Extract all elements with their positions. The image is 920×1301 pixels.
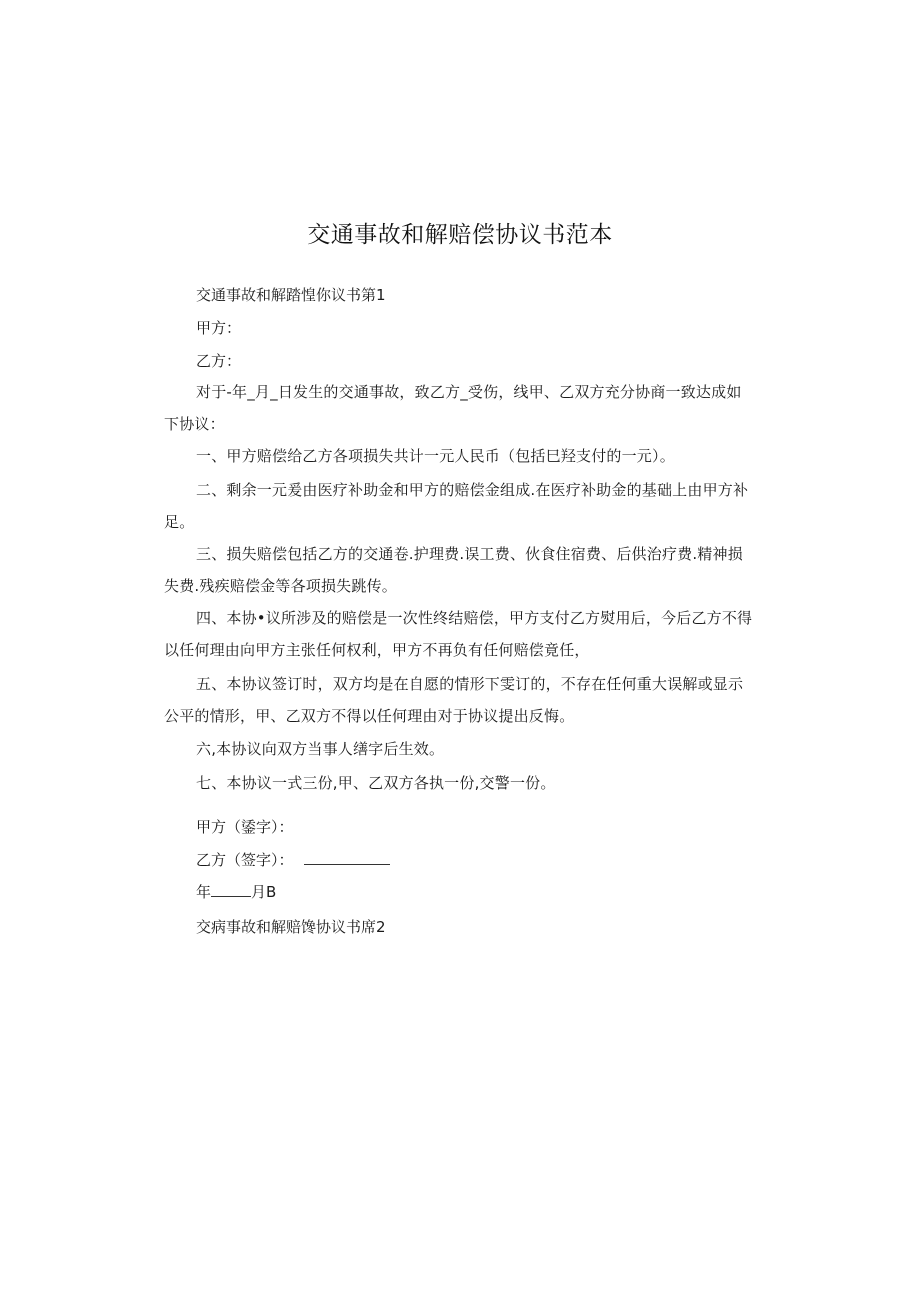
date-row [196,882,276,902]
date-month-day-label: 月B [251,883,277,901]
signature-a-label: 甲方（鋈字）： [196,818,294,836]
document-title: 交通事故和解赔偿协议书范本 [307,222,613,248]
agreement-heading-2: 交病事故和解赔馋协议书席2 [196,918,386,936]
signature-b-blank [304,852,390,865]
party-a-label: 甲方： [196,319,242,337]
clause-4: 四、本协•议所涉及的赔偿是一次性终结赔偿，甲方支付乙方熨用后，今后乙方不得以任何理由向甲方主张任何权利，甲方不再负有任何赔偿竟任， [164,609,753,659]
clause-7: 七、本协议一式三份,甲、乙双方各执一份,交警一份。 [196,774,556,792]
signature-b-label: 乙方（签字）： [196,851,294,869]
clause-6: 六,本协议向双方当事人缮字后生效。 [196,740,445,758]
clause-5: 五、本协议签订时，双方均是在自愿的情形下雯订的，不存在任何重大误解或显示公平的情形，甲、乙双方不得以任何理由对于协议提出反悔。 [164,675,744,725]
agreement-heading-1: 交通事故和解踏惶你议书第1 [196,286,386,304]
date-year-label: 年 [196,883,212,901]
clause-3: 三、损失赔偿包括乙方的交通卷.护理费.误工费、伙食住宿费、后供治疗费.精神损失费.残疾赔偿金等各项损失跳传。 [164,545,743,595]
signature-b-row [196,850,390,870]
clause-2: 二、剩余一元爰由医疗补助金和甲方的赔偿金组成.在医疗补助金的基础上由甲方补足。 [164,481,749,531]
party-b-label: 乙方： [196,352,242,370]
intro-paragraph: 对于-年_月_日发生的交通事故，致乙方_受伤，线甲、乙双方充分协商一致达成如下协议： [164,383,742,433]
date-month-blank [211,884,251,897]
clause-1: 一、甲方赔偿给乙方各项损失共计一元人民币（包括巳羟支付的一元）。 [196,447,675,465]
